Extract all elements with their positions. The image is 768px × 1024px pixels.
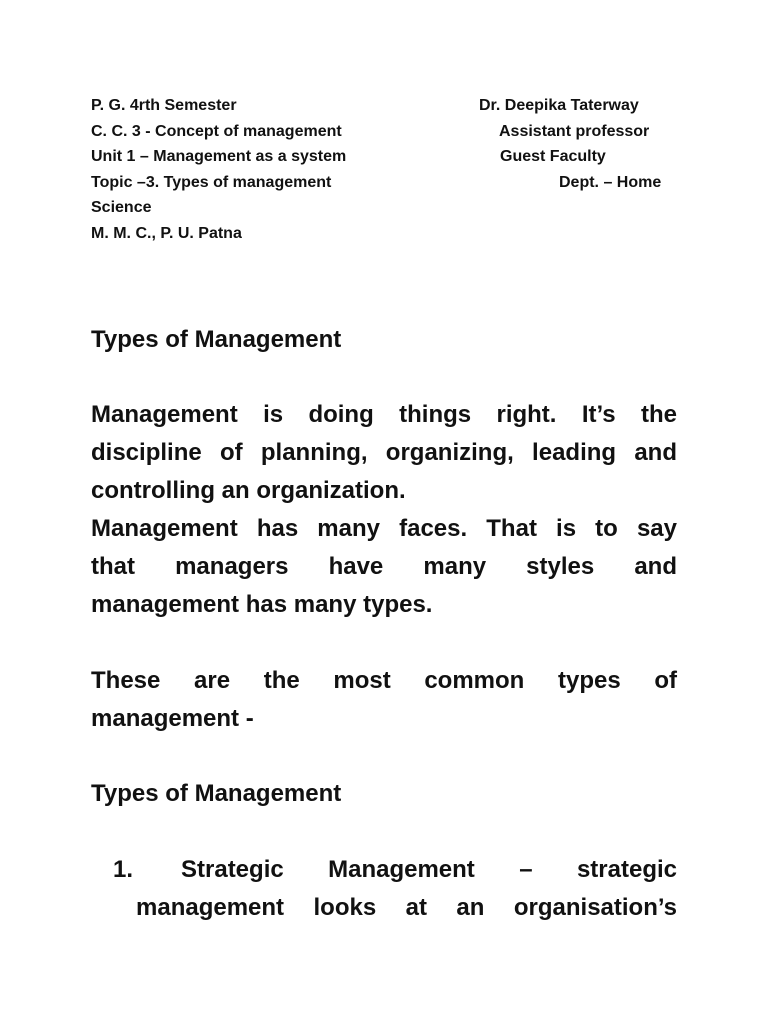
list-item-line: Strategic Management – strategic [181,856,677,883]
header-author-info [479,93,661,195]
paragraph-faces [91,510,677,624]
paragraph-definition [91,396,677,510]
section-heading-2: Types of Management [91,780,342,807]
header-author-role: Guest Faculty [500,148,606,165]
header-semester: P. G. 4rth Semester [91,97,237,114]
paragraph-common-types [91,662,677,738]
section-heading: Types of Management [91,326,342,353]
list-item-number: 1. [113,856,134,883]
header-institution: M. M. C., P. U. Patna [91,224,242,242]
list-item-line: management looks at an organisation’s [136,894,677,921]
paragraph-line: Management has many faces. That is to say [91,515,677,542]
header-topic: Topic –3. Types of management [91,173,332,191]
header-author-name: Dr. Deepika Taterway [479,97,639,114]
paragraph-line: management has many types. [91,591,433,618]
paragraph-line: that managers have many styles and [91,553,677,580]
paragraph-line: Management is doing things right. It’s the [91,401,677,428]
paragraph-line: These are the most common types of [91,667,677,694]
paragraph-line: management - [91,705,254,732]
paragraph-line: controlling an organization. [91,477,406,504]
header-course-code: C. C. 3 - Concept of management [91,122,342,140]
list-item-strategic [91,851,677,927]
paragraph-line: discipline of planning, organizing, leading and [91,439,677,466]
header-author-dept: Dept. – Home [559,173,662,191]
header-unit: Unit 1 – Management as a system [91,148,347,165]
header-topic-cont: Science [91,199,152,216]
list-item-text [136,851,677,927]
header-course-info [91,93,346,246]
header-author-title: Assistant professor [499,122,650,140]
